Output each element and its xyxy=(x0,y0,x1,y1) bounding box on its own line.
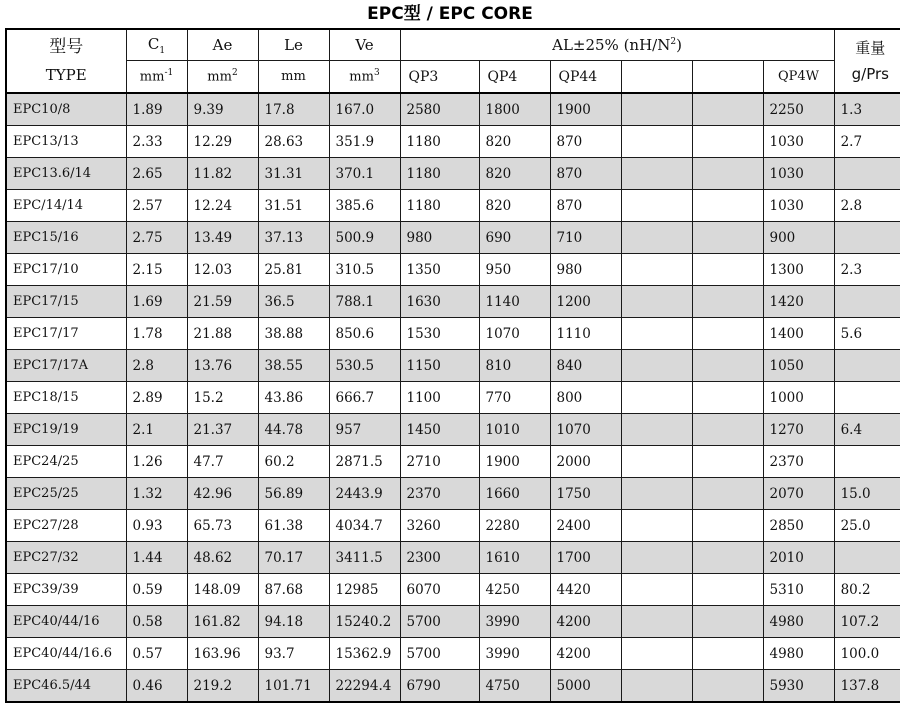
le-unit: mm xyxy=(258,61,329,94)
table-row xyxy=(6,638,900,670)
al-header-close: ) xyxy=(676,36,682,54)
cell-b1 xyxy=(621,286,692,318)
cell-type: EPC27/32 xyxy=(6,542,126,574)
cell-w xyxy=(834,350,900,382)
cell-b1 xyxy=(621,382,692,414)
type-header-en: TYPE xyxy=(45,66,87,84)
cell-qp4: 820 xyxy=(479,190,550,222)
table-row xyxy=(6,510,900,542)
cell-type: EPC27/28 xyxy=(6,510,126,542)
table-row xyxy=(6,542,900,574)
cell-qp44: 4200 xyxy=(550,638,621,670)
cell-type: EPC13/13 xyxy=(6,126,126,158)
al-header-label: AL±25% (nH/N xyxy=(552,36,671,54)
cell-qp4: 810 xyxy=(479,350,550,382)
cell-b1 xyxy=(621,478,692,510)
cell-ae: 148.09 xyxy=(187,574,258,606)
qp-blank-header-2 xyxy=(692,61,763,94)
cell-b2 xyxy=(692,638,763,670)
cell-qp44: 710 xyxy=(550,222,621,254)
cell-qp4w: 2070 xyxy=(763,478,834,510)
cell-qp3: 6790 xyxy=(400,670,479,703)
cell-qp3: 1180 xyxy=(400,126,479,158)
cell-type: EPC40/44/16.6 xyxy=(6,638,126,670)
cell-le: 36.5 xyxy=(258,286,329,318)
cell-qp4: 4750 xyxy=(479,670,550,703)
cell-b1 xyxy=(621,574,692,606)
cell-type: EPC25/25 xyxy=(6,478,126,510)
cell-qp44: 870 xyxy=(550,126,621,158)
cell-c1: 1.78 xyxy=(126,318,187,350)
cell-le: 70.17 xyxy=(258,542,329,574)
cell-w xyxy=(834,382,900,414)
table-row xyxy=(6,414,900,446)
cell-ae: 15.2 xyxy=(187,382,258,414)
cell-qp3: 980 xyxy=(400,222,479,254)
cell-b2 xyxy=(692,382,763,414)
cell-c1: 0.46 xyxy=(126,670,187,703)
header-row-2 xyxy=(6,61,900,94)
cell-qp3: 1630 xyxy=(400,286,479,318)
cell-type: EPC17/10 xyxy=(6,254,126,286)
ae-header: Ae xyxy=(187,29,258,61)
cell-b2 xyxy=(692,254,763,286)
cell-qp4: 820 xyxy=(479,126,550,158)
cell-c1: 2.15 xyxy=(126,254,187,286)
cell-w: 2.7 xyxy=(834,126,900,158)
table-row xyxy=(6,574,900,606)
cell-qp3: 1180 xyxy=(400,190,479,222)
cell-w: 80.2 xyxy=(834,574,900,606)
cell-b1 xyxy=(621,222,692,254)
cell-w: 5.6 xyxy=(834,318,900,350)
cell-ae: 65.73 xyxy=(187,510,258,542)
cell-ae: 21.59 xyxy=(187,286,258,318)
cell-ve: 2443.9 xyxy=(329,478,400,510)
cell-b2 xyxy=(692,446,763,478)
cell-w: 137.8 xyxy=(834,670,900,703)
cell-qp4: 1660 xyxy=(479,478,550,510)
cell-qp3: 1150 xyxy=(400,350,479,382)
page-title: EPC型 / EPC CORE xyxy=(367,4,533,24)
cell-ve: 2871.5 xyxy=(329,446,400,478)
cell-qp4w: 1030 xyxy=(763,126,834,158)
table-row xyxy=(6,350,900,382)
cell-le: 87.68 xyxy=(258,574,329,606)
cell-qp4w: 2010 xyxy=(763,542,834,574)
table-row xyxy=(6,606,900,638)
table-row xyxy=(6,190,900,222)
cell-b1 xyxy=(621,606,692,638)
cell-le: 56.89 xyxy=(258,478,329,510)
cell-qp4w: 2850 xyxy=(763,510,834,542)
cell-ve: 15362.9 xyxy=(329,638,400,670)
ve-unit xyxy=(329,61,400,94)
cell-w: 100.0 xyxy=(834,638,900,670)
qp-blank-header-1 xyxy=(621,61,692,94)
weight-header xyxy=(834,29,900,93)
cell-qp44: 1700 xyxy=(550,542,621,574)
table-row xyxy=(6,478,900,510)
cell-w: 25.0 xyxy=(834,510,900,542)
cell-b1 xyxy=(621,446,692,478)
cell-qp3: 2300 xyxy=(400,542,479,574)
cell-qp4w: 1300 xyxy=(763,254,834,286)
cell-qp3: 2580 xyxy=(400,93,479,126)
cell-qp44: 840 xyxy=(550,350,621,382)
cell-qp3: 3260 xyxy=(400,510,479,542)
cell-ve: 385.6 xyxy=(329,190,400,222)
cell-qp44: 870 xyxy=(550,158,621,190)
cell-w: 107.2 xyxy=(834,606,900,638)
weight-header-zh: 重量 xyxy=(855,39,886,57)
weight-header-en: g/Prs xyxy=(851,65,889,83)
table-row xyxy=(6,382,900,414)
cell-c1: 2.1 xyxy=(126,414,187,446)
type-header xyxy=(6,29,126,93)
cell-b1 xyxy=(621,350,692,382)
core-spec-table xyxy=(5,28,900,703)
cell-qp4w: 2250 xyxy=(763,93,834,126)
le-header: Le xyxy=(258,29,329,61)
cell-le: 28.63 xyxy=(258,126,329,158)
cell-le: 38.88 xyxy=(258,318,329,350)
cell-le: 94.18 xyxy=(258,606,329,638)
cell-qp4: 820 xyxy=(479,158,550,190)
cell-b2 xyxy=(692,318,763,350)
cell-b1 xyxy=(621,126,692,158)
cell-ve: 4034.7 xyxy=(329,510,400,542)
cell-qp4w: 1420 xyxy=(763,286,834,318)
cell-b2 xyxy=(692,414,763,446)
qp4w-header: QP4W xyxy=(763,61,834,94)
cell-type: EPC17/17A xyxy=(6,350,126,382)
table-body xyxy=(6,93,900,702)
cell-qp4: 1140 xyxy=(479,286,550,318)
qp44-header: QP44 xyxy=(550,61,621,94)
cell-b2 xyxy=(692,510,763,542)
cell-w: 6.4 xyxy=(834,414,900,446)
cell-le: 31.31 xyxy=(258,158,329,190)
cell-qp4w: 1030 xyxy=(763,158,834,190)
cell-w xyxy=(834,158,900,190)
cell-ae: 161.82 xyxy=(187,606,258,638)
cell-qp4w: 4980 xyxy=(763,606,834,638)
cell-type: EPC46.5/44 xyxy=(6,670,126,703)
cell-qp4: 2280 xyxy=(479,510,550,542)
type-header-zh: 型号 xyxy=(49,37,84,57)
c1-unit-sup: -1 xyxy=(164,68,174,79)
cell-qp4: 1010 xyxy=(479,414,550,446)
cell-ae: 12.03 xyxy=(187,254,258,286)
cell-ve: 788.1 xyxy=(329,286,400,318)
cell-w xyxy=(834,542,900,574)
cell-b2 xyxy=(692,478,763,510)
cell-b2 xyxy=(692,190,763,222)
cell-ae: 48.62 xyxy=(187,542,258,574)
cell-b2 xyxy=(692,606,763,638)
cell-c1: 0.58 xyxy=(126,606,187,638)
cell-qp44: 1070 xyxy=(550,414,621,446)
cell-qp4w: 4980 xyxy=(763,638,834,670)
cell-type: EPC/14/14 xyxy=(6,190,126,222)
table-row xyxy=(6,286,900,318)
cell-le: 31.51 xyxy=(258,190,329,222)
cell-b1 xyxy=(621,414,692,446)
cell-qp44: 1110 xyxy=(550,318,621,350)
cell-b1 xyxy=(621,638,692,670)
cell-b2 xyxy=(692,93,763,126)
ae-unit-label: mm xyxy=(207,69,232,85)
cell-qp4: 690 xyxy=(479,222,550,254)
cell-qp44: 2400 xyxy=(550,510,621,542)
cell-ve: 370.1 xyxy=(329,158,400,190)
cell-ve: 3411.5 xyxy=(329,542,400,574)
cell-b2 xyxy=(692,670,763,703)
cell-le: 25.81 xyxy=(258,254,329,286)
cell-type: EPC13.6/14 xyxy=(6,158,126,190)
cell-b2 xyxy=(692,222,763,254)
cell-qp4w: 900 xyxy=(763,222,834,254)
cell-qp4w: 1000 xyxy=(763,382,834,414)
cell-type: EPC19/19 xyxy=(6,414,126,446)
qp4-header: QP4 xyxy=(479,61,550,94)
cell-qp4w: 5310 xyxy=(763,574,834,606)
cell-qp44: 800 xyxy=(550,382,621,414)
cell-w: 1.3 xyxy=(834,93,900,126)
cell-qp44: 4420 xyxy=(550,574,621,606)
cell-c1: 2.89 xyxy=(126,382,187,414)
cell-c1: 2.33 xyxy=(126,126,187,158)
cell-b1 xyxy=(621,510,692,542)
header-row-1 xyxy=(6,29,900,61)
cell-ve: 500.9 xyxy=(329,222,400,254)
cell-b2 xyxy=(692,574,763,606)
table-row xyxy=(6,93,900,126)
cell-ve: 957 xyxy=(329,414,400,446)
cell-ve: 351.9 xyxy=(329,126,400,158)
cell-qp4: 1610 xyxy=(479,542,550,574)
cell-qp44: 1750 xyxy=(550,478,621,510)
ve-unit-label: mm xyxy=(349,69,374,85)
cell-w: 2.8 xyxy=(834,190,900,222)
cell-qp4w: 5930 xyxy=(763,670,834,703)
cell-ve: 15240.2 xyxy=(329,606,400,638)
cell-qp3: 5700 xyxy=(400,638,479,670)
cell-ae: 9.39 xyxy=(187,93,258,126)
cell-c1: 2.57 xyxy=(126,190,187,222)
cell-c1: 0.59 xyxy=(126,574,187,606)
cell-b1 xyxy=(621,670,692,703)
cell-c1: 0.93 xyxy=(126,510,187,542)
al-header-sup: 2 xyxy=(670,37,677,47)
cell-le: 38.55 xyxy=(258,350,329,382)
cell-c1: 1.89 xyxy=(126,93,187,126)
c1-unit xyxy=(126,61,187,94)
cell-b1 xyxy=(621,93,692,126)
cell-qp4: 4250 xyxy=(479,574,550,606)
cell-qp3: 5700 xyxy=(400,606,479,638)
cell-qp4: 950 xyxy=(479,254,550,286)
cell-type: EPC10/8 xyxy=(6,93,126,126)
table-row xyxy=(6,670,900,703)
cell-qp4w: 1050 xyxy=(763,350,834,382)
table-row xyxy=(6,158,900,190)
cell-le: 101.71 xyxy=(258,670,329,703)
cell-c1: 1.69 xyxy=(126,286,187,318)
cell-qp44: 870 xyxy=(550,190,621,222)
cell-qp4: 1800 xyxy=(479,93,550,126)
cell-qp4w: 1030 xyxy=(763,190,834,222)
cell-qp3: 1450 xyxy=(400,414,479,446)
cell-le: 44.78 xyxy=(258,414,329,446)
cell-ae: 13.76 xyxy=(187,350,258,382)
cell-qp3: 6070 xyxy=(400,574,479,606)
al-header xyxy=(400,29,834,61)
cell-b2 xyxy=(692,158,763,190)
cell-qp3: 1350 xyxy=(400,254,479,286)
cell-ve: 310.5 xyxy=(329,254,400,286)
cell-ve: 12985 xyxy=(329,574,400,606)
cell-ve: 530.5 xyxy=(329,350,400,382)
cell-c1: 2.8 xyxy=(126,350,187,382)
cell-w xyxy=(834,222,900,254)
ve-header: Ve xyxy=(329,29,400,61)
cell-qp44: 5000 xyxy=(550,670,621,703)
ae-unit xyxy=(187,61,258,94)
table-row xyxy=(6,318,900,350)
cell-type: EPC40/44/16 xyxy=(6,606,126,638)
cell-c1: 1.32 xyxy=(126,478,187,510)
cell-ae: 47.7 xyxy=(187,446,258,478)
cell-ae: 12.24 xyxy=(187,190,258,222)
cell-le: 60.2 xyxy=(258,446,329,478)
cell-ae: 12.29 xyxy=(187,126,258,158)
cell-qp4w: 2370 xyxy=(763,446,834,478)
cell-type: EPC39/39 xyxy=(6,574,126,606)
cell-b1 xyxy=(621,318,692,350)
cell-qp4: 3990 xyxy=(479,606,550,638)
c1-header xyxy=(126,29,187,61)
cell-qp3: 1530 xyxy=(400,318,479,350)
cell-b2 xyxy=(692,286,763,318)
cell-type: EPC24/25 xyxy=(6,446,126,478)
ae-unit-sup: 2 xyxy=(231,68,238,79)
cell-ve: 666.7 xyxy=(329,382,400,414)
cell-w xyxy=(834,286,900,318)
cell-le: 17.8 xyxy=(258,93,329,126)
cell-ve: 850.6 xyxy=(329,318,400,350)
cell-c1: 2.65 xyxy=(126,158,187,190)
cell-qp4w: 1400 xyxy=(763,318,834,350)
cell-qp3: 2710 xyxy=(400,446,479,478)
cell-b2 xyxy=(692,542,763,574)
c1-unit-label: mm xyxy=(139,69,165,85)
ve-unit-sup: 3 xyxy=(373,68,380,79)
cell-le: 43.86 xyxy=(258,382,329,414)
cell-b1 xyxy=(621,254,692,286)
cell-w: 15.0 xyxy=(834,478,900,510)
cell-qp3: 1100 xyxy=(400,382,479,414)
cell-b1 xyxy=(621,158,692,190)
cell-w: 2.3 xyxy=(834,254,900,286)
cell-ae: 11.82 xyxy=(187,158,258,190)
cell-ae: 13.49 xyxy=(187,222,258,254)
cell-le: 37.13 xyxy=(258,222,329,254)
cell-c1: 0.57 xyxy=(126,638,187,670)
cell-qp4: 3990 xyxy=(479,638,550,670)
cell-qp44: 1200 xyxy=(550,286,621,318)
table-row xyxy=(6,222,900,254)
cell-qp44: 1900 xyxy=(550,93,621,126)
cell-c1: 1.26 xyxy=(126,446,187,478)
table-row xyxy=(6,126,900,158)
c1-header-label: C xyxy=(147,34,160,53)
cell-b1 xyxy=(621,190,692,222)
table-row xyxy=(6,446,900,478)
cell-qp44: 2000 xyxy=(550,446,621,478)
cell-le: 61.38 xyxy=(258,510,329,542)
cell-type: EPC15/16 xyxy=(6,222,126,254)
cell-qp3: 2370 xyxy=(400,478,479,510)
cell-ve: 22294.4 xyxy=(329,670,400,703)
cell-b1 xyxy=(621,542,692,574)
cell-ae: 219.2 xyxy=(187,670,258,703)
cell-ae: 163.96 xyxy=(187,638,258,670)
cell-w xyxy=(834,446,900,478)
cell-type: EPC17/17 xyxy=(6,318,126,350)
qp3-header: QP3 xyxy=(400,61,479,94)
cell-ae: 21.88 xyxy=(187,318,258,350)
cell-qp4: 770 xyxy=(479,382,550,414)
table-row xyxy=(6,254,900,286)
cell-b2 xyxy=(692,350,763,382)
cell-c1: 2.75 xyxy=(126,222,187,254)
cell-ve: 167.0 xyxy=(329,93,400,126)
cell-qp44: 980 xyxy=(550,254,621,286)
cell-b2 xyxy=(692,126,763,158)
cell-qp4: 1900 xyxy=(479,446,550,478)
cell-ae: 42.96 xyxy=(187,478,258,510)
cell-type: EPC18/15 xyxy=(6,382,126,414)
c1-header-sub: 1 xyxy=(159,45,166,56)
cell-c1: 1.44 xyxy=(126,542,187,574)
cell-qp44: 4200 xyxy=(550,606,621,638)
cell-qp4w: 1270 xyxy=(763,414,834,446)
cell-ae: 21.37 xyxy=(187,414,258,446)
cell-type: EPC17/15 xyxy=(6,286,126,318)
cell-qp4: 1070 xyxy=(479,318,550,350)
cell-le: 93.7 xyxy=(258,638,329,670)
cell-qp3: 1180 xyxy=(400,158,479,190)
